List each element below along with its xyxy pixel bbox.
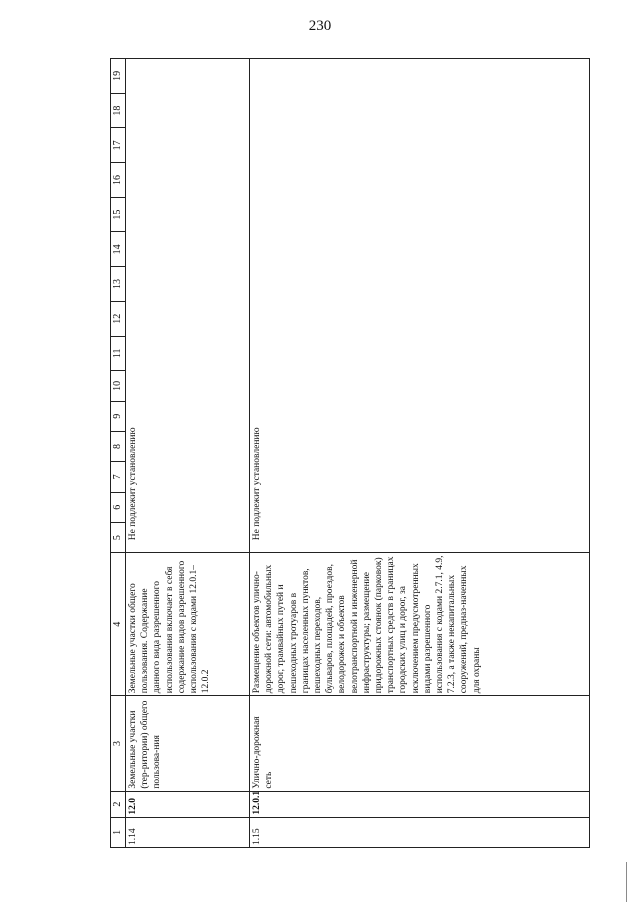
col-header: 8 <box>111 431 126 461</box>
col-header: 7 <box>111 462 126 492</box>
regulations-table <box>110 58 590 848</box>
col-header: 12 <box>111 301 126 336</box>
scan-edge-mark <box>626 862 627 902</box>
col-header: 1 <box>111 817 126 847</box>
row-params <box>126 59 250 553</box>
header-row <box>111 59 126 848</box>
table-row <box>250 59 590 848</box>
col-header: 3 <box>111 696 126 791</box>
col-header: 17 <box>111 128 126 163</box>
table-row <box>126 59 250 848</box>
col-header: 18 <box>111 93 126 128</box>
col-header: 6 <box>111 492 126 522</box>
page-number: 230 <box>308 18 332 34</box>
col-header: 4 <box>111 553 126 696</box>
regulations-table-rotated <box>110 58 590 848</box>
row-params <box>250 59 590 553</box>
row-name: Улично-дорожная сеть <box>250 696 590 791</box>
col-header: 5 <box>111 522 126 552</box>
not-subject-text: Не подлежит установлению <box>128 427 138 541</box>
col-header: 2 <box>111 791 126 817</box>
col-header: 10 <box>111 371 126 401</box>
col-header: 14 <box>111 232 126 267</box>
row-description: Размещение объектов улично-дорожной сети: автомобильных дорог, трамвайных путей и пешеходных тротуаров в границах населенных пунктов, пешеходных переходов, бульваров, площадей, проездов, велодорожек и объектов велотранспортной и инженерной инфраструктуры; размещение придорожных стоянок (парковок) транспортных средств в границах городских улиц и дорог, за исключением предусмотренных видами разрешенного использования с кодами 2.7.1, 4.9, 7.2.3, а также некапитальных сооружений, предназ-наченных для охраны <box>250 553 590 696</box>
col-header: 19 <box>111 59 126 94</box>
col-header: 11 <box>111 336 126 371</box>
row-code: 12.0.1 <box>250 791 590 817</box>
row-number: 1.15 <box>250 817 590 847</box>
row-number: 1.14 <box>126 817 250 847</box>
not-subject-text: Не подлежит установлению <box>252 427 262 541</box>
row-description: Земельные участки общего пользования. Содержание данного вида разрешенного использования включает в себя содержание видов разрешенного использования с кодами 12.0.1–12.0.2 <box>126 553 250 696</box>
col-header: 15 <box>111 197 126 232</box>
row-code: 12.0 <box>126 791 250 817</box>
col-header: 16 <box>111 163 126 198</box>
row-name: Земельные участки (тер-ритории) общего пользова-ния <box>126 696 250 791</box>
col-header: 13 <box>111 267 126 302</box>
col-header: 9 <box>111 401 126 431</box>
